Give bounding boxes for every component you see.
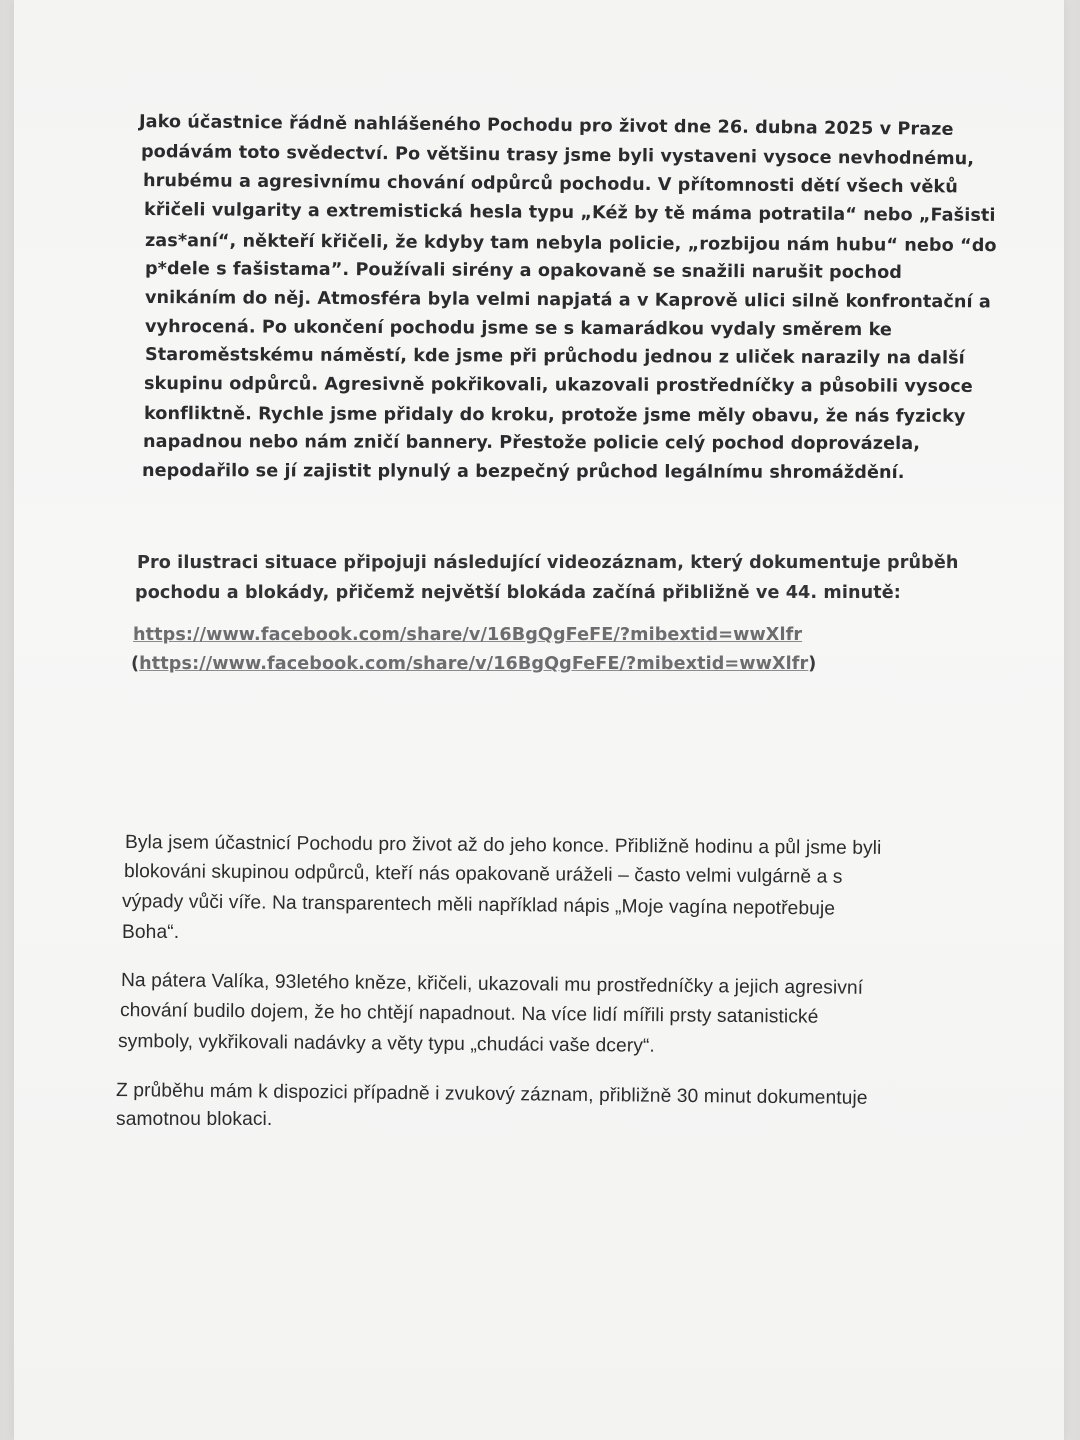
- close-paren: ): [808, 654, 817, 674]
- testimony-one-line: zas*aní“, někteří křičeli, že kdyby tam nebyla policie, „rozbijou nám hubu“ nebo “do: [144, 231, 997, 257]
- testimony-two-line: samotnou blokaci.: [116, 1109, 273, 1130]
- testimony-one-line: nepodařilo se jí zajistit plynulý a bezpečný průchod legálnímu shromáždění.: [141, 461, 905, 483]
- video-link-secondary[interactable]: https://www.facebook.com/share/v/16BgQgFeFE/?mibextid=wwXlfr: [139, 654, 809, 674]
- testimony-one-line: konfliktně. Rychle jsme přidaly do kroku, protože jsme měly obavu, že nás fyzicky: [143, 404, 966, 427]
- paper-sheet: [14, 0, 1064, 1440]
- testimony-one-line: vnikáním do něj. Atmosféra byla velmi napjatá a v Kaprově ulici silně konfrontační a: [144, 288, 991, 313]
- testimony-one-line: napadnou nebo nám zničí bannery. Přestože policie celý pochod doprovázela,: [142, 432, 921, 455]
- testimony-two-line: symboly, vykřikovali nadávky a věty typu „chudáci vaše dcery“.: [117, 1031, 655, 1057]
- testimony-one-line: skupinu odpůrců. Agresivně pokřikovali, ukazovali prostředníčky a působili vysoce: [143, 374, 973, 397]
- testimony-two-line: Z průběhu mám k dispozici případně i zvukový záznam, přibližně 30 minut dokumentuje: [115, 1080, 868, 1109]
- testimony-one-line: podávám toto svědectví. Po většinu trasy jsme byli vystaveni vysoce nevhodnému,: [140, 142, 975, 170]
- testimony-one-line: Staroměstskému náměstí, kde jsme při průchodu jednou z uliček narazily na další: [144, 345, 965, 369]
- video-link-parenthesized: [131, 654, 816, 674]
- testimony-one-line: hrubému a agresivnímu chování odpůrců pochodu. V přítomnosti dětí všech věků: [142, 171, 958, 198]
- testimony-two-line: blokováni skupinou odpůrců, kteří nás opakovaně uráželi – často velmi vulgárně a s: [123, 861, 843, 888]
- testimony-two-line: Byla jsem účastnicí Pochodu pro život až do jeho konce. Přibližně hodinu a půl jsme byli: [124, 832, 882, 859]
- testimony-one-line: p*dele s fašistama”. Používali sirény a opakovaně se snažili narušit pochod: [144, 259, 903, 283]
- testimony-two-line: Boha“.: [122, 922, 180, 943]
- video-note-line: pochodu a blokády, přičemž největší blokáda začíná přibližně ve 44. minutě:: [135, 583, 901, 603]
- video-link[interactable]: https://www.facebook.com/share/v/16BgQgFeFE/?mibextid=wwXlfr: [133, 625, 803, 645]
- testimony-one-line: křičeli vulgarity a extremistická hesla typu „Kéž by tě máma potratila“ nebo „Fašisti: [143, 200, 996, 226]
- testimony-one-line: vyhrocená. Po ukončení pochodu jsme se s kamarádkou vydaly směrem ke: [144, 317, 893, 341]
- testimony-one-line: Jako účastnice řádně nahlášeného Pochodu pro život dne 26. dubna 2025 v Praze: [138, 112, 954, 140]
- testimony-two-line: Na pátera Valíka, 93letého kněze, křičeli, ukazovali mu prostředníčky a jejich agresivní: [120, 970, 864, 999]
- testimony-two-line: výpady vůči víře. Na transparentech měli například nápis „Moje vagína nepotřebuje: [121, 891, 836, 920]
- testimony-two-line: chování budilo dojem, že ho chtějí napadnout. Na více lidí mířili prsty satanistické: [119, 1000, 819, 1028]
- open-paren: (: [131, 654, 140, 674]
- video-note-line: Pro ilustraci situace připojuji následující videozáznam, který dokumentuje průběh: [137, 553, 959, 573]
